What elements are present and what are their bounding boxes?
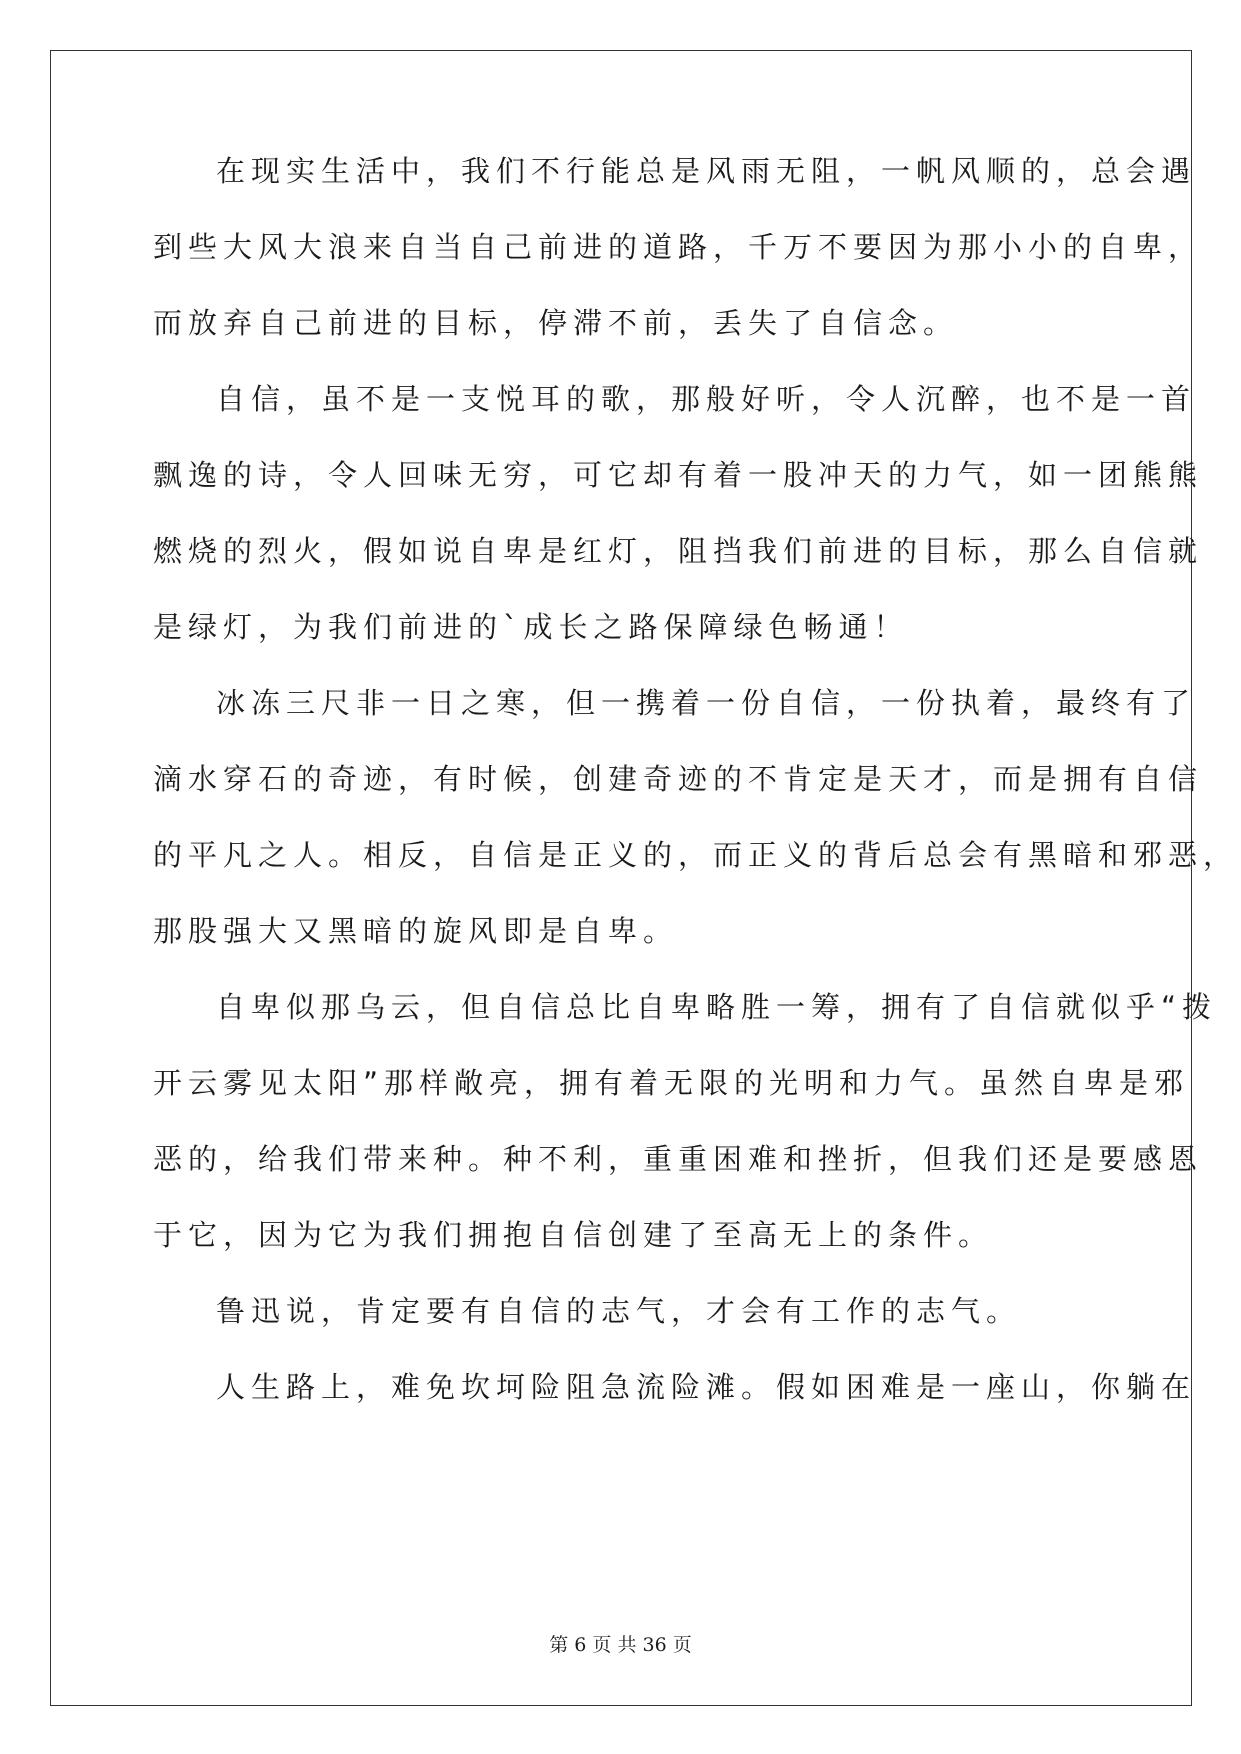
text-line: 而放弃自己前进的目标，停滞不前，丢失了自信念。: [153, 306, 959, 340]
text-line: 冰冻三尺非一日之寒，但一携着一份自信，一份执着，最终有了: [216, 686, 1197, 720]
text-line: 自信，虽不是一支悦耳的歌，那般好听，令人沉醉，也不是一首: [216, 382, 1197, 416]
text-line: 是绿灯，为我们前进的`成长之路保障绿色畅通！: [153, 610, 909, 644]
text-line: 那股强大又黑暗的旋风即是自卑。: [153, 914, 679, 948]
text-line: 在现实生活中，我们不行能总是风雨无阻，一帆风顺的，总会遇: [216, 154, 1197, 188]
text-line: 到些大风大浪来自当自己前进的道路，千万不要因为那小小的自卑，: [153, 230, 1204, 264]
text-line: 恶的，给我们带来种。种不利，重重困难和挫折，但我们还是要感恩: [153, 1142, 1204, 1176]
text-line: 于它，因为它为我们拥抱自信创建了至高无上的条件。: [153, 1218, 994, 1252]
text-line: 飘逸的诗，令人回味无穷，可它却有着一股冲天的力气，如一团熊熊: [153, 458, 1204, 492]
text-line: 人生路上，难免坎坷险阻急流险滩。假如困难是一座山，你躺在: [216, 1370, 1197, 1404]
page-number-footer: 第 6 页 共 36 页: [549, 1634, 692, 1656]
text-line: 开云雾见太阳”那样敞亮，拥有着无限的光明和力气。虽然自卑是邪: [153, 1066, 1190, 1100]
text-line: 的平凡之人。相反，自信是正义的，而正义的背后总会有黑暗和邪恶，: [153, 838, 1239, 872]
text-line: 鲁迅说，肯定要有自信的志气，才会有工作的志气。: [216, 1294, 1022, 1328]
text-line: 燃烧的烈火，假如说自卑是红灯，阻挡我们前进的目标，那么自信就: [153, 534, 1204, 568]
text-line: 滴水穿石的奇迹，有时候，创建奇迹的不肯定是天才，而是拥有自信: [153, 762, 1204, 796]
text-line: 自卑似那乌云，但自信总比自卑略胜一筹，拥有了自信就似乎“拨: [216, 990, 1218, 1024]
